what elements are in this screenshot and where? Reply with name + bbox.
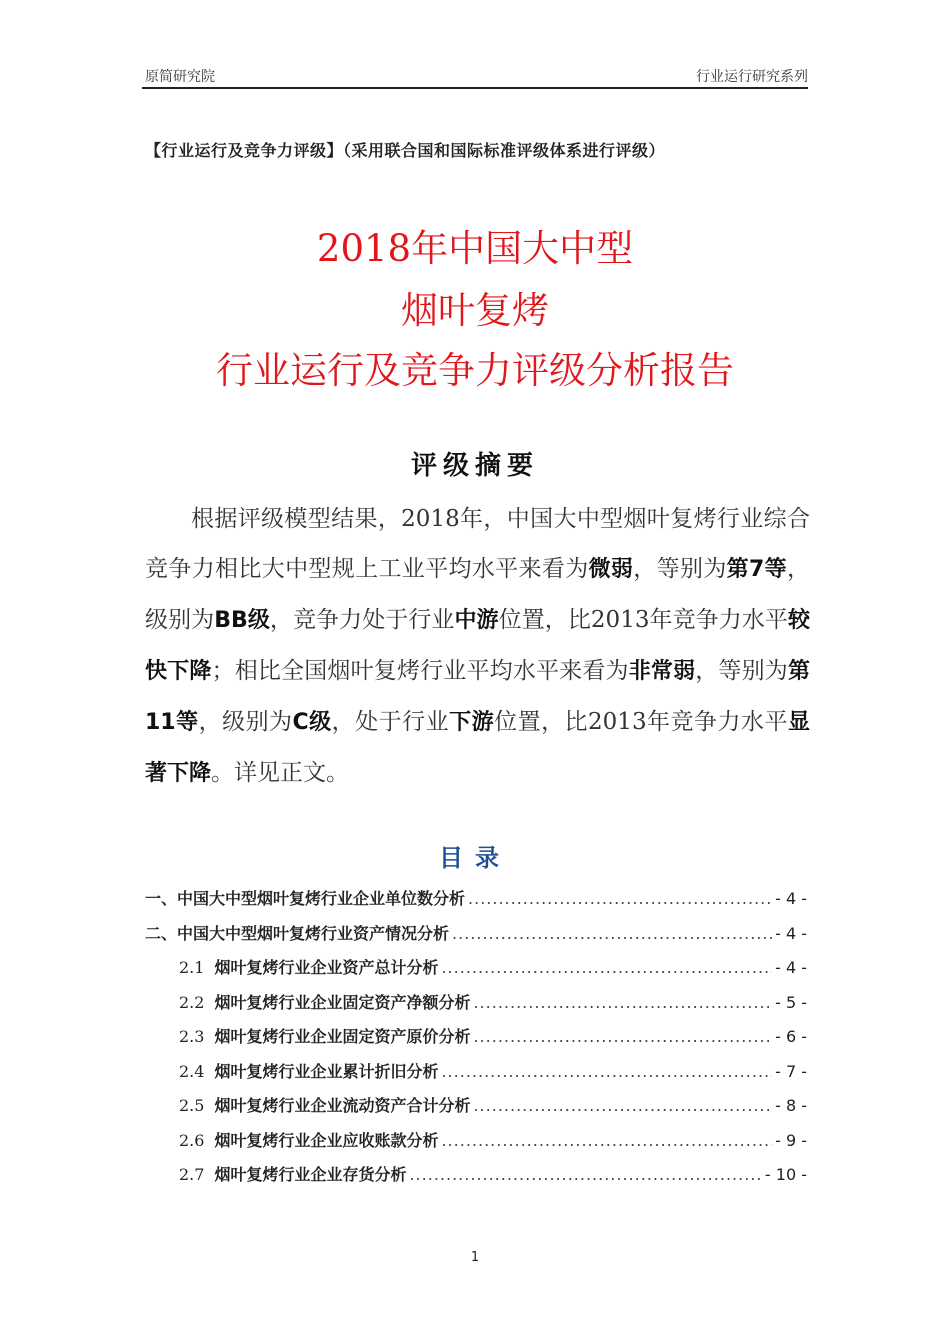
- report-title-line-3: 行业运行及竞争力评级分析报告: [216, 349, 734, 392]
- abstract-text: 根据评级模型结果，2018年，中国大中型烟叶复烤行业综合竞争力相比大中型规上工业平均水平来看为: [145, 506, 810, 582]
- abstract-text: 。详见正文。: [211, 760, 350, 786]
- toc-leader-dots: [409, 1165, 761, 1184]
- abstract-bold: 较快下降: [145, 608, 810, 684]
- toc-item-label: 烟叶复烤行业企业固定资产净额分析: [214, 992, 471, 1012]
- toc-item-page: - 4 -: [775, 958, 807, 977]
- header-right: 行业运行研究系列: [696, 69, 808, 85]
- toc-leader-dots: [473, 1096, 772, 1115]
- toc-item-page: - 4 -: [775, 889, 807, 908]
- toc-item-page: - 6 -: [775, 1027, 807, 1046]
- toc-leader-dots: [468, 889, 772, 908]
- toc-item-page: - 7 -: [775, 1061, 807, 1081]
- toc-item[interactable]: [145, 1059, 807, 1094]
- toc-item-page: - 10 -: [764, 1165, 807, 1184]
- toc-item-label: 烟叶复烤行业企业流动资产合计分析: [214, 1096, 471, 1115]
- toc-item-number: 2.3: [179, 1027, 205, 1046]
- toc-item-label: 烟叶复烤行业企业存货分析: [214, 1165, 407, 1184]
- abstract-bold: 下游: [449, 710, 495, 735]
- toc-leader-dots: [441, 1131, 772, 1150]
- toc-leader-dots: [441, 958, 772, 977]
- toc-item-number: 一、: [145, 889, 178, 908]
- abstract-bold: 微弱: [588, 557, 634, 582]
- toc-item[interactable]: [145, 1024, 807, 1059]
- abstract-bold: 中游: [454, 608, 499, 633]
- toc-item[interactable]: [145, 1162, 807, 1197]
- toc-item-number: 2.4: [179, 1061, 205, 1081]
- toc-leader-dots: [452, 924, 772, 943]
- abstract-bold: C级: [292, 710, 332, 735]
- abstract-bold: 非常弱: [628, 659, 696, 684]
- toc-heading: 目录: [439, 844, 511, 872]
- toc-item-page: - 4 -: [775, 923, 807, 943]
- toc-item-number: 2.6: [179, 1130, 205, 1150]
- abstract-paragraph: [145, 494, 810, 799]
- abstract-text: 位置，比2013年竞争力水平: [498, 607, 788, 633]
- abstract-heading: 评级摘要: [410, 451, 539, 481]
- toc-item-page: - 8 -: [775, 1096, 807, 1115]
- abstract-text: ，等别为: [633, 556, 727, 582]
- toc-item-label: 烟叶复烤行业企业固定资产原价分析: [214, 1027, 471, 1046]
- toc-item-page: - 5 -: [775, 992, 807, 1012]
- toc-item[interactable]: [145, 921, 807, 956]
- toc-item-number: 2.5: [179, 1096, 205, 1115]
- report-title-line-1: 2018年中国大中型: [316, 227, 634, 270]
- header-left: 原简研究院: [145, 69, 215, 85]
- header-rule: [142, 87, 808, 89]
- report-title-line-2: 烟叶复烤: [401, 289, 549, 332]
- toc-item-label: 烟叶复烤行业企业应收账款分析: [214, 1130, 439, 1150]
- toc-item-label: 中国大中型烟叶复烤行业企业单位数分析: [177, 889, 466, 908]
- toc-item[interactable]: [145, 1128, 807, 1163]
- toc-item-number: 2.1: [179, 958, 205, 977]
- abstract-text: ，级别为: [198, 709, 293, 735]
- abstract-text: ，等别为: [695, 658, 788, 684]
- toc-item-number: 2.7: [179, 1165, 205, 1184]
- table-of-contents: [145, 886, 807, 1197]
- toc-item-page: - 9 -: [775, 1130, 807, 1150]
- toc-item-label: 烟叶复烤行业企业资产总计分析: [214, 958, 439, 977]
- toc-leader-dots: [473, 993, 772, 1012]
- abstract-bold: 第7等: [726, 557, 788, 582]
- toc-item[interactable]: [145, 886, 807, 921]
- abstract-bold: 第11等: [145, 659, 810, 735]
- toc-item[interactable]: [145, 990, 807, 1025]
- abstract-text: 位置，比2013年竞争力水平: [494, 709, 788, 735]
- toc-item-number: 二、: [145, 923, 178, 943]
- toc-item[interactable]: [145, 955, 807, 990]
- abstract-bold: 显著下降: [145, 710, 810, 786]
- abstract-text: ；相比全国烟叶复烤行业平均水平来看为: [211, 658, 629, 684]
- abstract-text: ，竞争力处于行业: [269, 607, 455, 633]
- abstract-text: ，处于行业: [331, 709, 450, 735]
- rating-tag-line: 【行业运行及竞争力评级】（采用联合国和国际标准评级体系进行评级）: [145, 141, 666, 160]
- toc-item[interactable]: [145, 1093, 807, 1128]
- toc-leader-dots: [473, 1027, 772, 1046]
- toc-item-label: 烟叶复烤行业企业累计折旧分析: [214, 1061, 439, 1081]
- abstract-text: ，级别为: [145, 556, 811, 633]
- toc-item-number: 2.2: [179, 992, 205, 1012]
- toc-leader-dots: [441, 1062, 772, 1081]
- abstract-bold: BB级: [214, 608, 270, 633]
- page-number: 1: [470, 1250, 480, 1265]
- toc-item-label: 中国大中型烟叶复烤行业资产情况分析: [177, 923, 450, 943]
